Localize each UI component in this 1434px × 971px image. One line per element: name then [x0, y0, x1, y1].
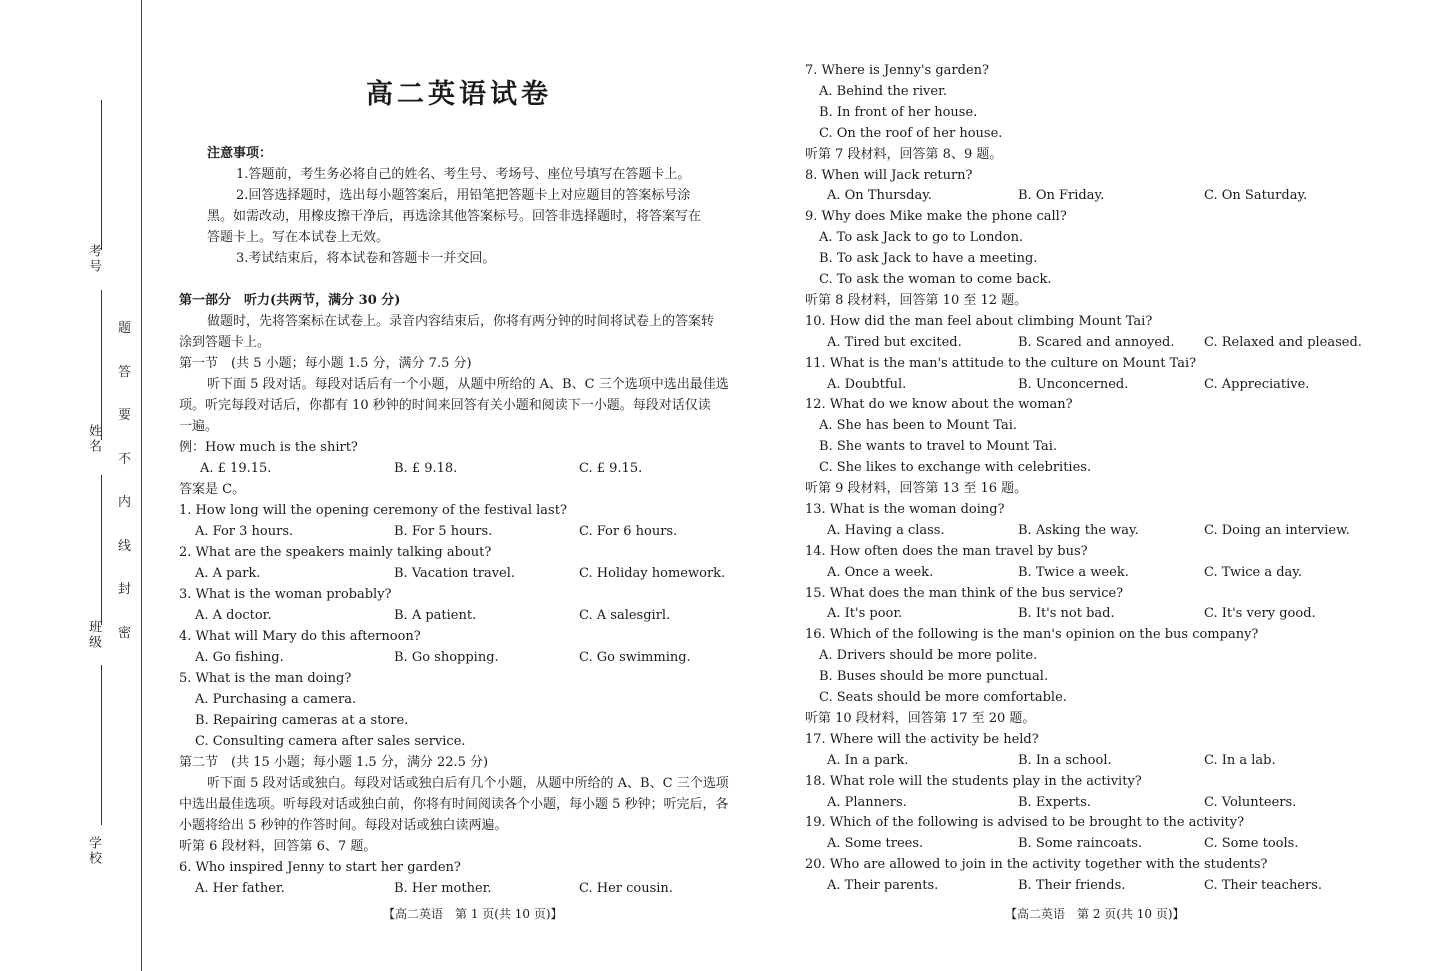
- segment-instruction: 听第 10 段材料，回答第 17 至 20 题。: [805, 710, 1036, 726]
- example-answer: 答案是 C。: [179, 482, 246, 497]
- question-text: 8. When will Jack return?: [805, 167, 973, 183]
- question-text: 5. What is the man doing?: [179, 671, 352, 686]
- option: B. Experts.: [1018, 794, 1091, 810]
- option: B. Buses should be more punctual.: [819, 669, 1049, 685]
- option: B. Vacation travel.: [394, 566, 516, 581]
- option: A. Doubtful.: [827, 376, 907, 392]
- option: A. Purchasing a camera.: [195, 692, 357, 707]
- note-line: 3.考试结束后，将本试卷和答题卡一并交回。: [236, 251, 496, 266]
- option: A. A park.: [195, 566, 261, 581]
- question-text: 17. Where will the activity be held?: [805, 731, 1039, 747]
- section1-heading: 第一节 (共 5 小题；每小题 1.5 分，满分 7.5 分): [179, 356, 472, 371]
- section1-intro: 听下面 5 段对话。每段对话后有一个小题，从题中所给的 A、B、C 三个选项中选出最佳选: [207, 377, 729, 392]
- option: B. She wants to travel to Mount Tai.: [819, 439, 1058, 455]
- question-text: 6. Who inspired Jenny to start her garden?: [179, 860, 461, 875]
- question-text: 16. Which of the following is the man's opinion on the bus company?: [805, 627, 1259, 643]
- section2-intro: 中选出最佳选项。听每段对话或独白前，你将有时间阅读各个小题，每小题 5 秒钟；听完后，各: [179, 797, 729, 812]
- option: B. Scared and annoyed.: [1018, 334, 1175, 350]
- question-text: 13. What is the woman doing?: [805, 501, 1005, 517]
- option: C. To ask the woman to come back.: [819, 272, 1052, 287]
- option: C. Consulting camera after sales service.: [195, 734, 466, 749]
- option: B. Unconcerned.: [1018, 376, 1129, 392]
- option: C. Appreciative.: [1204, 376, 1310, 392]
- option: B. To ask Jack to have a meeting.: [819, 251, 1038, 267]
- option: A. Once a week.: [827, 564, 934, 580]
- segment-instruction: 听第 8 段材料，回答第 10 至 12 题。: [805, 292, 1028, 308]
- option: B. Twice a week.: [1018, 564, 1129, 580]
- option: C. Her cousin.: [579, 881, 673, 896]
- example-option: B. £ 9.18.: [394, 461, 458, 476]
- question-text: 12. What do we know about the woman?: [805, 397, 1073, 413]
- section1-intro: 一遍。: [179, 419, 219, 434]
- option: B. It's not bad.: [1018, 606, 1115, 622]
- option: C. Their teachers.: [1204, 878, 1323, 894]
- name-fill-line: [101, 290, 102, 440]
- option: A. Behind the river.: [819, 83, 948, 99]
- option: B. Asking the way.: [1018, 522, 1139, 538]
- option: A. Having a class.: [827, 522, 945, 538]
- question-text: 19. Which of the following is advised to be brought to the activity?: [805, 815, 1245, 831]
- option: C. On the roof of her house.: [819, 125, 1003, 141]
- exam-number-fill-line: [101, 100, 102, 250]
- option: C. Volunteers.: [1204, 794, 1297, 810]
- option: B. Repairing cameras at a store.: [195, 713, 409, 728]
- question-text: 14. How often does the man travel by bus?: [805, 543, 1088, 559]
- part1-intro: 涂到答题卡上。: [179, 335, 271, 350]
- note-line: 黑。如需改动，用橡皮擦干净后，再选涂其他答案标号。回答非选择题时，将答案写在: [207, 209, 702, 224]
- class-fill-line: [101, 475, 102, 625]
- option: C. Some tools.: [1204, 836, 1299, 852]
- question-text: 10. How did the man feel about climbing Mount Tai?: [805, 313, 1153, 329]
- seal-line-notice: 题 答 要 不 内 线 封 密: [118, 321, 132, 641]
- option: A. For 3 hours.: [195, 524, 294, 539]
- school-label: 学校: [86, 836, 101, 866]
- question-text: 15. What does the man think of the bus service?: [805, 585, 1124, 601]
- question-text: 4. What will Mary do this afternoon?: [179, 629, 421, 644]
- option: A. In a park.: [827, 752, 909, 768]
- question-text: 1. How long will the opening ceremony of the festival last?: [179, 503, 567, 518]
- question-text: 20. Who are allowed to join in the activity together with the students?: [805, 857, 1268, 873]
- option: A. Drivers should be more polite.: [819, 648, 1038, 664]
- option: B. In a school.: [1018, 752, 1112, 768]
- option: B. A patient.: [394, 608, 477, 623]
- option: B. Go shopping.: [394, 650, 499, 665]
- option: C. Holiday homework.: [579, 566, 726, 581]
- option: A. Go fishing.: [195, 650, 284, 665]
- option: A. Her father.: [195, 881, 285, 896]
- note-line: 2.回答选择题时，选出每小题答案后，用铅笔把答题卡上对应题目的答案标号涂: [236, 188, 691, 203]
- segment-instruction: 听第 6 段材料，回答第 6、7 题。: [179, 839, 377, 854]
- option: A. To ask Jack to go to London.: [819, 230, 1024, 246]
- page-title: 高二英语试卷: [366, 79, 552, 110]
- option: A. A doctor.: [195, 608, 272, 623]
- option: C. She likes to exchange with celebrities.: [819, 460, 1092, 476]
- question-text: 18. What role will the students play in the activity?: [805, 773, 1142, 789]
- section2-heading: 第二节 (共 15 小题；每小题 1.5 分，满分 22.5 分): [179, 755, 489, 770]
- segment-instruction: 听第 7 段材料，回答第 8、9 题。: [805, 146, 1003, 162]
- option: C. In a lab.: [1204, 752, 1276, 768]
- option: C. Doing an interview.: [1204, 522, 1350, 538]
- option: A. Planners.: [827, 794, 907, 810]
- section1-intro: 项。听完每段对话后，你都有 10 秒钟的时间来回答有关小题和阅读下一小题。每段对话仅读: [179, 398, 711, 413]
- option: C. Go swimming.: [579, 650, 691, 665]
- class-label: 班级: [86, 620, 101, 650]
- option: A. She has been to Mount Tai.: [819, 418, 1018, 434]
- option: C. For 6 hours.: [579, 524, 678, 539]
- option: B. On Friday.: [1018, 188, 1105, 204]
- exam-number-label: 考号: [86, 244, 101, 274]
- option: B. Their friends.: [1018, 878, 1126, 894]
- example-option: A. £ 19.15.: [200, 461, 272, 476]
- option: B. For 5 hours.: [394, 524, 493, 539]
- name-label: 姓名: [86, 424, 101, 454]
- option: A. Their parents.: [827, 878, 939, 894]
- segment-instruction: 听第 9 段材料，回答第 13 至 16 题。: [805, 481, 1028, 496]
- section2-intro: 小题将给出 5 秒钟的作答时间。每段对话或独白读两遍。: [179, 818, 508, 833]
- question-text: 11. What is the man's attitude to the culture on Mount Tai?: [805, 355, 1197, 371]
- option: A. It's poor.: [827, 606, 903, 622]
- note-line: 答题卡上。写在本试卷上无效。: [207, 230, 390, 245]
- option: C. Twice a day.: [1204, 564, 1303, 580]
- part1-intro: 做题时，先将答案标在试卷上。录音内容结束后，你将有两分钟的时间将试卷上的答案转: [207, 314, 715, 329]
- example-question: 例：How much is the shirt?: [179, 440, 358, 455]
- example-option: C. £ 9.15.: [579, 461, 643, 476]
- margin-divider: [141, 0, 142, 971]
- school-fill-line: [101, 665, 102, 825]
- option: B. In front of her house.: [819, 104, 978, 120]
- option: C. It's very good.: [1204, 606, 1316, 622]
- option: B. Her mother.: [394, 881, 492, 896]
- option: A. Tired but excited.: [827, 334, 962, 350]
- question-text: 2. What are the speakers mainly talking about?: [179, 545, 492, 560]
- note-line: 1.答题前，考生务必将自己的姓名、考生号、考场号、座位号填写在答题卡上。: [236, 167, 691, 182]
- option: C. On Saturday.: [1204, 188, 1308, 204]
- question-text: 9. Why does Mike make the phone call?: [805, 209, 1067, 225]
- option: A. On Thursday.: [827, 188, 932, 204]
- option: C. A salesgirl.: [579, 608, 671, 623]
- section2-intro: 听下面 5 段对话或独白。每段对话或独白后有几个小题，从题中所给的 A、B、C 三个选项: [207, 776, 729, 791]
- question-text: 3. What is the woman probably?: [179, 587, 392, 602]
- part1-heading: 第一部分 听力(共两节，满分 30 分): [179, 293, 401, 308]
- option: C. Relaxed and pleased.: [1204, 334, 1362, 350]
- option: B. Some raincoats.: [1018, 836, 1143, 852]
- option: A. Some trees.: [827, 836, 924, 852]
- question-text: 7. Where is Jenny's garden?: [805, 63, 989, 78]
- option: C. Seats should be more comfortable.: [819, 690, 1067, 705]
- notes-heading: 注意事项：: [207, 146, 273, 161]
- page1-footer: 【高二英语 第 1 页(共 10 页)】: [383, 907, 563, 921]
- page2-footer: 【高二英语 第 2 页(共 10 页)】: [1005, 907, 1185, 921]
